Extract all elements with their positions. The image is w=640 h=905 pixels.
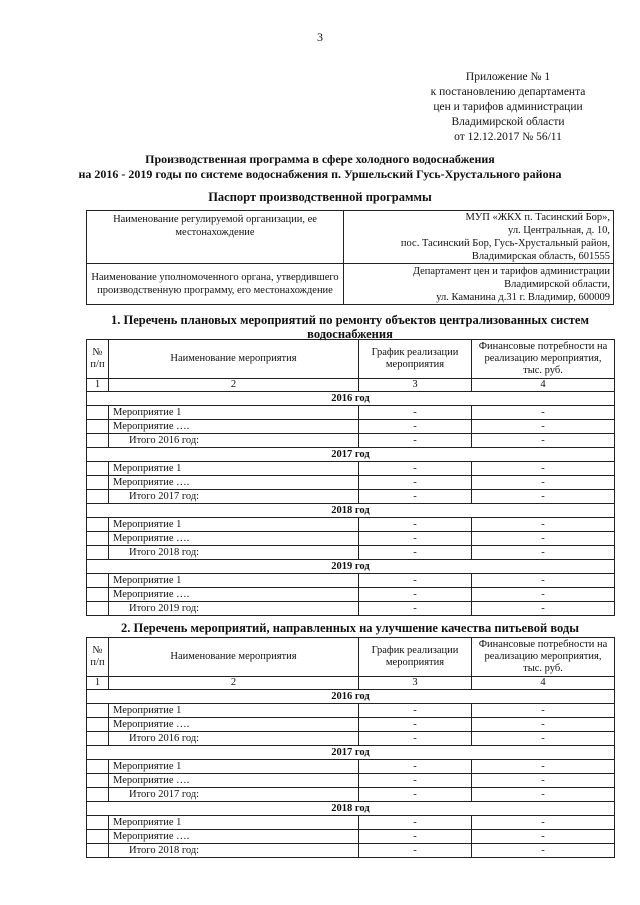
row-number xyxy=(87,434,109,448)
finance-value: - xyxy=(472,532,615,546)
title-line: на 2016 - 2019 годы по системе водоснабжения п. Уршельский Гусь-Хрустального района xyxy=(78,167,562,181)
column-number: 4 xyxy=(472,379,615,392)
passport-value-line: ул. Центральная, д. 10, xyxy=(508,225,610,236)
schedule-value: - xyxy=(359,574,472,588)
schedule-value: - xyxy=(359,462,472,476)
event-name: Мероприятие 1 xyxy=(109,518,359,532)
row-number xyxy=(87,546,109,560)
column-header: Наименование мероприятия xyxy=(109,638,359,677)
schedule-value: - xyxy=(359,718,472,732)
section2-table xyxy=(86,637,615,858)
year-row xyxy=(87,392,615,406)
table-row xyxy=(87,588,615,602)
appendix-line: Владимирской области xyxy=(451,116,565,128)
event-name: Итого 2018 год: xyxy=(109,546,359,560)
passport-row xyxy=(87,264,614,305)
event-name: Итого 2019 год: xyxy=(109,602,359,616)
year-row xyxy=(87,448,615,462)
page-number: 3 xyxy=(317,30,323,44)
event-name: Мероприятие …. xyxy=(109,532,359,546)
finance-value: - xyxy=(472,830,615,844)
document-title xyxy=(20,152,620,182)
event-name: Мероприятие …. xyxy=(109,588,359,602)
event-name: Мероприятие 1 xyxy=(109,704,359,718)
year-label: 2018 год xyxy=(87,802,615,816)
event-name: Итого 2018 год: xyxy=(109,844,359,858)
event-name: Мероприятие 1 xyxy=(109,760,359,774)
schedule-value: - xyxy=(359,406,472,420)
row-number xyxy=(87,788,109,802)
schedule-value: - xyxy=(359,518,472,532)
passport-value xyxy=(344,264,614,305)
passport-table xyxy=(86,210,614,305)
finance-value: - xyxy=(472,434,615,448)
row-number xyxy=(87,532,109,546)
row-number xyxy=(87,490,109,504)
section1-heading: 1. Перечень плановых мероприятий по ремонту объектов централизованных систем водоснабжения xyxy=(111,313,589,341)
event-name: Мероприятие …. xyxy=(109,420,359,434)
column-header: № п/п xyxy=(87,340,109,379)
table-row xyxy=(87,732,615,746)
row-number xyxy=(87,420,109,434)
schedule-value: - xyxy=(359,830,472,844)
finance-value: - xyxy=(472,588,615,602)
column-header: Финансовые потребности на реализацию мероприятия, тыс. руб. xyxy=(472,638,615,677)
row-number xyxy=(87,718,109,732)
column-number: 2 xyxy=(109,677,359,690)
finance-value: - xyxy=(472,718,615,732)
table-row xyxy=(87,420,615,434)
column-number-row xyxy=(87,379,615,392)
passport-label: Наименование уполномоченного органа, утвердившего производственную программу, его местонахождение xyxy=(87,264,344,305)
title-line: Производственная программа в сфере холодного водоснабжения xyxy=(145,152,495,166)
finance-value: - xyxy=(472,602,615,616)
column-number: 1 xyxy=(87,379,109,392)
column-header: Наименование мероприятия xyxy=(109,340,359,379)
table-row xyxy=(87,844,615,858)
row-number xyxy=(87,844,109,858)
finance-value: - xyxy=(472,774,615,788)
table-row xyxy=(87,602,615,616)
schedule-value: - xyxy=(359,844,472,858)
schedule-value: - xyxy=(359,774,472,788)
table-header-row xyxy=(87,638,615,677)
row-number xyxy=(87,830,109,844)
passport-heading: Паспорт производственной программы xyxy=(208,190,432,204)
year-label: 2019 год xyxy=(87,560,615,574)
table-row xyxy=(87,574,615,588)
year-row xyxy=(87,504,615,518)
finance-value: - xyxy=(472,420,615,434)
year-row xyxy=(87,802,615,816)
table-row xyxy=(87,830,615,844)
passport-value-line: МУП «ЖКХ п. Тасинский Бор», xyxy=(465,212,610,223)
finance-value: - xyxy=(472,406,615,420)
year-row xyxy=(87,746,615,760)
column-number: 3 xyxy=(359,677,472,690)
appendix-line: к постановлению департамента xyxy=(430,86,586,98)
column-header: График реализации мероприятия xyxy=(359,340,472,379)
finance-value: - xyxy=(472,574,615,588)
schedule-value: - xyxy=(359,490,472,504)
table-row xyxy=(87,704,615,718)
table-row xyxy=(87,476,615,490)
year-label: 2016 год xyxy=(87,690,615,704)
column-header: Финансовые потребности на реализацию мероприятия, тыс. руб. xyxy=(472,340,615,379)
table-row xyxy=(87,434,615,448)
finance-value: - xyxy=(472,732,615,746)
finance-value: - xyxy=(472,704,615,718)
row-number xyxy=(87,574,109,588)
finance-value: - xyxy=(472,760,615,774)
schedule-value: - xyxy=(359,420,472,434)
year-label: 2018 год xyxy=(87,504,615,518)
finance-value: - xyxy=(472,788,615,802)
event-name: Мероприятие 1 xyxy=(109,406,359,420)
row-number xyxy=(87,602,109,616)
column-number: 4 xyxy=(472,677,615,690)
row-number xyxy=(87,518,109,532)
schedule-value: - xyxy=(359,704,472,718)
table-row xyxy=(87,816,615,830)
row-number xyxy=(87,760,109,774)
row-number xyxy=(87,816,109,830)
column-number: 3 xyxy=(359,379,472,392)
finance-value: - xyxy=(472,816,615,830)
row-number xyxy=(87,406,109,420)
finance-value: - xyxy=(472,490,615,504)
table-row xyxy=(87,774,615,788)
row-number xyxy=(87,704,109,718)
table-row xyxy=(87,532,615,546)
table-row xyxy=(87,546,615,560)
table-row xyxy=(87,406,615,420)
year-row xyxy=(87,690,615,704)
schedule-value: - xyxy=(359,532,472,546)
finance-value: - xyxy=(472,546,615,560)
finance-value: - xyxy=(472,518,615,532)
finance-value: - xyxy=(472,476,615,490)
schedule-value: - xyxy=(359,788,472,802)
appendix-line: от 12.12.2017 № 56/11 xyxy=(454,131,562,143)
passport-value-line: ул. Каманина д.31 г. Владимир, 600009 xyxy=(436,291,610,303)
schedule-value: - xyxy=(359,602,472,616)
column-header: № п/п xyxy=(87,638,109,677)
table-row xyxy=(87,490,615,504)
schedule-value: - xyxy=(359,546,472,560)
schedule-value: - xyxy=(359,732,472,746)
appendix-block xyxy=(408,70,608,145)
table-row xyxy=(87,788,615,802)
event-name: Мероприятие 1 xyxy=(109,574,359,588)
column-number-row xyxy=(87,677,615,690)
table-row xyxy=(87,760,615,774)
event-name: Мероприятие …. xyxy=(109,476,359,490)
appendix-line: цен и тарифов администрации xyxy=(433,101,583,113)
event-name: Мероприятие …. xyxy=(109,774,359,788)
passport-value-line: Владимирская область, 601555 xyxy=(471,251,610,262)
schedule-value: - xyxy=(359,816,472,830)
column-number: 1 xyxy=(87,677,109,690)
table-row xyxy=(87,462,615,476)
row-number xyxy=(87,732,109,746)
year-row xyxy=(87,560,615,574)
event-name: Мероприятие 1 xyxy=(109,462,359,476)
year-label: 2016 год xyxy=(87,392,615,406)
schedule-value: - xyxy=(359,476,472,490)
schedule-value: - xyxy=(359,760,472,774)
event-name: Мероприятие 1 xyxy=(109,816,359,830)
year-label: 2017 год xyxy=(87,448,615,462)
schedule-value: - xyxy=(359,588,472,602)
section1-table xyxy=(86,339,615,616)
table-header-row xyxy=(87,340,615,379)
event-name: Мероприятие …. xyxy=(109,830,359,844)
appendix-line: Приложение № 1 xyxy=(465,71,551,83)
passport-row xyxy=(87,211,614,264)
passport-value xyxy=(344,211,614,264)
finance-value: - xyxy=(472,462,615,476)
year-label: 2017 год xyxy=(87,746,615,760)
passport-value-line: Департамент цен и тарифов администрации xyxy=(412,265,610,277)
passport-value-line: Владимирской области, xyxy=(504,278,610,290)
passport-value-line: пос. Тасинский Бор, Гусь-Хрустальный район, xyxy=(400,238,610,249)
column-header: График реализации мероприятия xyxy=(359,638,472,677)
table-row xyxy=(87,718,615,732)
event-name: Итого 2016 год: xyxy=(109,434,359,448)
row-number xyxy=(87,476,109,490)
finance-value: - xyxy=(472,844,615,858)
section2-heading: 2. Перечень мероприятий, направленных на улучшение качества питьевой воды xyxy=(121,621,579,635)
row-number xyxy=(87,774,109,788)
event-name: Итого 2016 год: xyxy=(109,732,359,746)
event-name: Мероприятие …. xyxy=(109,718,359,732)
row-number xyxy=(87,588,109,602)
event-name: Итого 2017 год: xyxy=(109,490,359,504)
table-row xyxy=(87,518,615,532)
column-number: 2 xyxy=(109,379,359,392)
event-name: Итого 2017 год: xyxy=(109,788,359,802)
passport-label: Наименование регулируемой организации, ее местонахождение xyxy=(87,211,344,264)
row-number xyxy=(87,462,109,476)
schedule-value: - xyxy=(359,434,472,448)
